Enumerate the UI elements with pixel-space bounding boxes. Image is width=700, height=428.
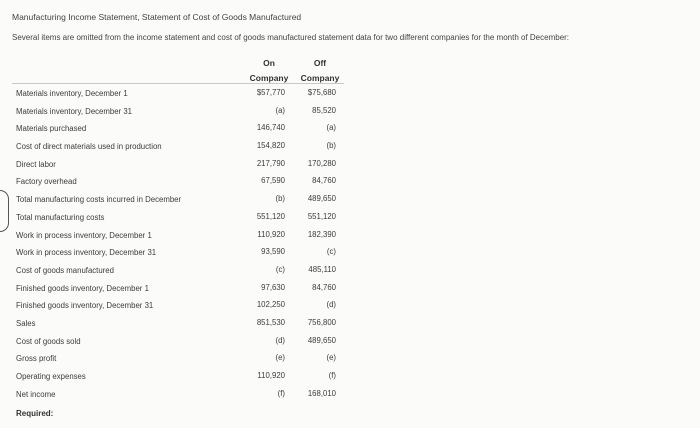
off-company-value: (d) — [326, 300, 336, 310]
table-row — [12, 385, 344, 403]
table-row — [12, 137, 344, 155]
table-row — [12, 119, 344, 137]
row-label: Work in process inventory, December 1 — [16, 230, 152, 240]
off-company-value: (a) — [326, 123, 336, 133]
row-label: Total manufacturing costs — [16, 212, 105, 222]
off-company-value: 170,280 — [307, 158, 336, 168]
row-label: Gross profit — [16, 354, 57, 364]
off-company-value: 551,120 — [307, 211, 336, 221]
on-company-value: (a) — [275, 105, 285, 115]
on-company-value: 851,530 — [256, 317, 285, 327]
column-header-off-line1: Off — [313, 58, 327, 68]
table-row — [12, 208, 344, 226]
table-row — [12, 155, 344, 173]
row-label: Operating expenses — [16, 372, 86, 381]
table-row — [12, 172, 344, 190]
on-company-value: (f) — [277, 388, 285, 398]
row-label: Cost of direct materials used in production — [16, 142, 162, 152]
table-row — [12, 243, 344, 261]
on-company-value: 67,590 — [261, 176, 285, 186]
table-row — [12, 367, 344, 385]
off-company-value: (b) — [326, 141, 336, 151]
table-row — [12, 226, 344, 244]
row-label: Cost of goods sold — [16, 336, 81, 346]
row-label: Work in process inventory, December 31 — [16, 248, 157, 258]
table-row — [12, 190, 344, 208]
row-label: Materials purchased — [16, 124, 87, 134]
off-company-value: (f) — [328, 371, 336, 380]
row-label: Total manufacturing costs incurred in December — [16, 195, 182, 205]
on-company-value: 93,590 — [261, 247, 285, 257]
intro-text: Several items are omitted from the income statement and cost of goods manufactured statement data for two different companies for the month of December: — [12, 33, 570, 42]
data-table — [12, 83, 344, 402]
on-company-value: 110,920 — [257, 229, 285, 239]
on-company-value: (c) — [275, 264, 285, 274]
column-header-on-line1: On — [263, 58, 275, 68]
off-company-value: 756,800 — [307, 317, 336, 327]
row-label: Materials inventory, December 1 — [16, 89, 128, 98]
off-company-value: 489,650 — [307, 194, 336, 204]
row-label: Net income — [16, 389, 56, 399]
off-company-value: 85,520 — [312, 105, 336, 115]
on-company-value: (e) — [275, 353, 285, 363]
off-company-value: 182,390 — [307, 229, 336, 239]
row-label: Finished goods inventory, December 31 — [16, 301, 154, 311]
on-company-value: 551,120 — [256, 211, 285, 221]
on-company-value: $57,770 — [256, 88, 285, 97]
on-company-value: 102,250 — [256, 300, 285, 310]
row-label: Cost of goods manufactured — [16, 265, 114, 275]
row-label: Direct labor — [16, 159, 56, 169]
on-company-value: 97,630 — [261, 282, 285, 292]
row-label: Finished goods inventory, December 1 — [16, 283, 149, 293]
off-company-value: (e) — [326, 353, 336, 363]
table-row — [12, 349, 344, 367]
table-row — [12, 314, 344, 332]
required-label: Required: — [16, 409, 54, 418]
column-header-off-company — [297, 56, 343, 86]
off-company-value: 84,760 — [312, 176, 336, 186]
on-company-value: (d) — [275, 335, 285, 345]
table-row — [12, 296, 344, 314]
row-label: Sales — [16, 318, 36, 328]
side-collapse-tab[interactable] — [0, 190, 9, 232]
page-title: Manufacturing Income Statement, Statement of Cost of Goods Manufactured — [12, 12, 302, 22]
off-company-value: 489,650 — [307, 335, 336, 345]
on-company-value: 154,820 — [256, 141, 285, 151]
column-header-on-line2: Company — [249, 73, 289, 83]
off-company-value: 485,110 — [308, 264, 336, 274]
table-row — [12, 84, 344, 102]
off-company-value: 168,010 — [307, 388, 336, 398]
row-label: Materials inventory, December 31 — [16, 106, 132, 116]
off-company-value: $75,680 — [307, 88, 336, 97]
on-company-value: 146,740 — [256, 123, 285, 133]
off-company-value: (c) — [326, 247, 336, 257]
on-company-value: (b) — [275, 194, 285, 204]
on-company-value: 110,920 — [257, 371, 285, 380]
table-row — [12, 261, 344, 279]
table-row — [12, 279, 344, 297]
column-header-on-company — [246, 56, 292, 86]
off-company-value: 84,760 — [312, 282, 336, 292]
column-header-off-line2: Company — [300, 73, 340, 83]
on-company-value: 217,790 — [256, 158, 285, 168]
row-label: Factory overhead — [16, 177, 77, 187]
table-row — [12, 102, 344, 120]
table-row — [12, 332, 344, 350]
